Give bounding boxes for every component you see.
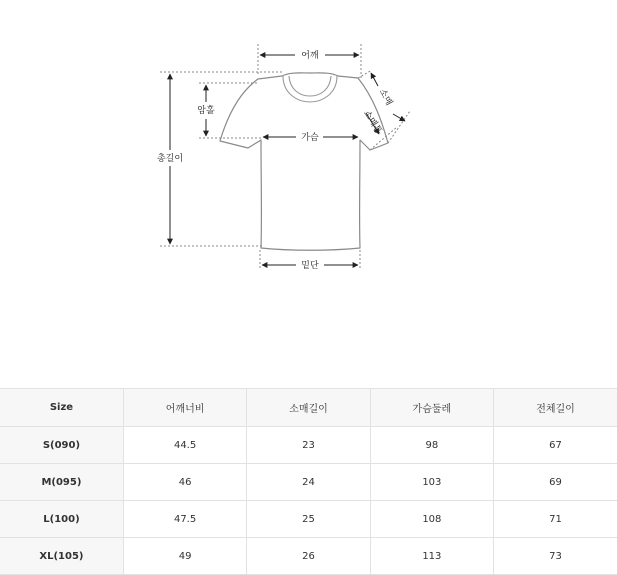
cell-total-length: 69 (494, 464, 617, 501)
sleeve-arrow-top (371, 73, 378, 86)
size-table (0, 388, 617, 575)
header-shoulder-width: 어깨너비 (123, 389, 246, 427)
cell-shoulder-width: 46 (123, 464, 246, 501)
row-size: L(100) (0, 501, 123, 538)
cell-chest: 108 (370, 501, 493, 538)
cell-shoulder-width: 44.5 (123, 427, 246, 464)
table-row (0, 427, 617, 464)
sleeve-width-label: 소매통 (360, 108, 384, 137)
cell-chest: 113 (370, 538, 493, 575)
cell-chest: 103 (370, 464, 493, 501)
cell-chest: 98 (370, 427, 493, 464)
table-row (0, 464, 617, 501)
header-chest: 가슴둘레 (370, 389, 493, 427)
row-size: S(090) (0, 427, 123, 464)
sleeve-arrow-bottom (393, 114, 405, 121)
row-size: M(095) (0, 464, 123, 501)
header-size: Size (0, 389, 123, 427)
cell-sleeve-length: 24 (247, 464, 370, 501)
shoulder-label: 어깨 (301, 51, 319, 61)
chest-label: 가슴 (301, 133, 319, 143)
table-row (0, 538, 617, 575)
sleeve-length-label: 소매 (376, 87, 394, 108)
table-row (0, 501, 617, 538)
cell-sleeve-length: 26 (247, 538, 370, 575)
row-size: XL(105) (0, 538, 123, 575)
cell-shoulder-width: 49 (123, 538, 246, 575)
header-total-length: 전체길이 (494, 389, 617, 427)
cell-shoulder-width: 47.5 (123, 501, 246, 538)
cell-sleeve-length: 23 (247, 427, 370, 464)
cell-sleeve-length: 25 (247, 501, 370, 538)
cell-total-length: 71 (494, 501, 617, 538)
cell-total-length: 73 (494, 538, 617, 575)
size-table-header-row (0, 389, 617, 427)
armhole-label: 암홀 (197, 106, 215, 116)
tshirt-outline (220, 73, 388, 250)
cell-total-length: 67 (494, 427, 617, 464)
total-length-label: 총길이 (156, 154, 184, 164)
header-sleeve-length: 소매길이 (247, 389, 370, 427)
hem-label: 밑단 (301, 261, 319, 271)
